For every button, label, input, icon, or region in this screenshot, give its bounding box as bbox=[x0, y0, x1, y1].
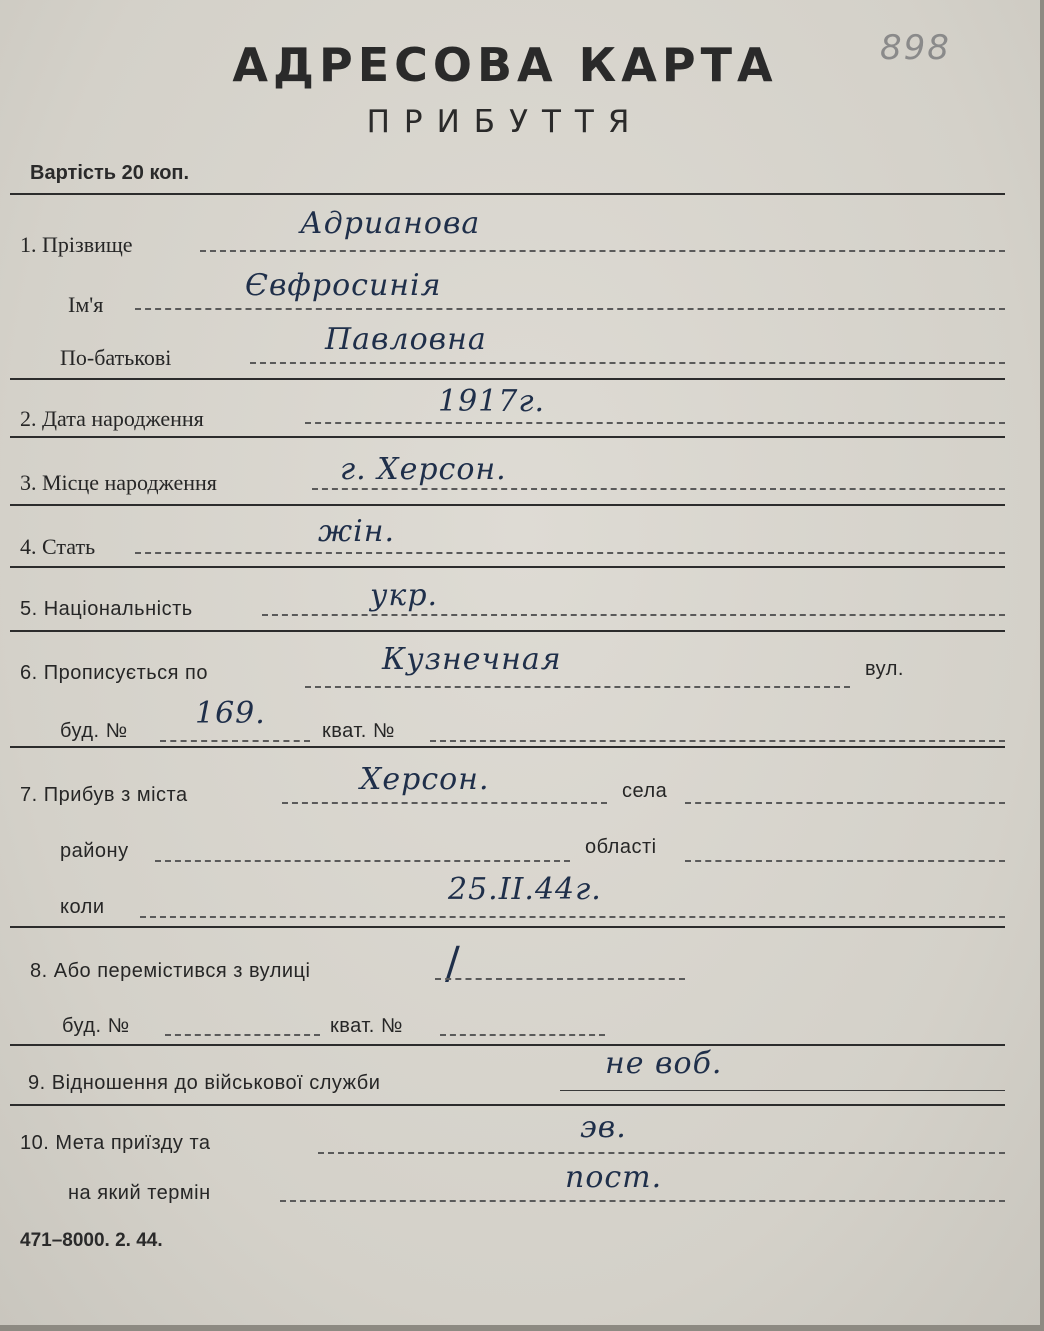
divider bbox=[10, 630, 1005, 632]
divider bbox=[10, 378, 1005, 380]
term-value: пост. bbox=[565, 1160, 663, 1195]
purpose-value: эв. bbox=[580, 1110, 627, 1145]
village-line bbox=[685, 802, 1005, 804]
nationality-value: укр. bbox=[370, 578, 439, 613]
building-value: 169. bbox=[195, 696, 266, 731]
term-label: на який термін bbox=[68, 1182, 211, 1204]
purpose-label: 10. Мета приїзду та bbox=[20, 1132, 211, 1154]
registered-at-value: Кузнечная bbox=[382, 642, 562, 677]
sex-value: жін. bbox=[318, 514, 395, 549]
apartment-label: кват. № bbox=[322, 720, 395, 742]
purpose-line bbox=[318, 1152, 1005, 1154]
birth-date-value: 1917г. bbox=[438, 384, 546, 419]
surname-label: 1. Прізвище bbox=[20, 232, 133, 257]
surname-line bbox=[200, 250, 1005, 252]
price-label: Вартість 20 коп. bbox=[30, 162, 190, 184]
building-line bbox=[160, 740, 310, 742]
street-suffix-label: вул. bbox=[865, 658, 904, 680]
divider bbox=[10, 566, 1005, 568]
name-label: Ім'я bbox=[68, 292, 104, 317]
divider bbox=[10, 436, 1005, 438]
name-value: Євфросинія bbox=[245, 268, 442, 303]
divider bbox=[10, 746, 1005, 748]
village-label: села bbox=[622, 780, 668, 802]
surname-value: Адрианова bbox=[300, 206, 481, 241]
military-line bbox=[560, 1090, 1005, 1091]
prev-building-label: буд. № bbox=[62, 1015, 130, 1037]
card-title: АДРЕСОВА КАРТА bbox=[232, 38, 778, 92]
divider bbox=[10, 1044, 1005, 1046]
region-label: області bbox=[585, 836, 657, 858]
divider bbox=[10, 193, 1005, 195]
divider bbox=[10, 926, 1005, 928]
divider bbox=[10, 504, 1005, 506]
registered-at-label: 6. Прописується по bbox=[20, 662, 208, 684]
region-line bbox=[685, 860, 1005, 862]
card-subtitle: ПРИБУТТЯ bbox=[366, 104, 644, 140]
apartment-line bbox=[430, 740, 1005, 742]
divider bbox=[10, 1104, 1005, 1106]
prev-building-line bbox=[165, 1034, 320, 1036]
building-label: буд. № bbox=[60, 720, 128, 742]
patronymic-label: По-батькові bbox=[60, 345, 172, 370]
when-line bbox=[140, 916, 1005, 918]
patronymic-value: Павловна bbox=[325, 322, 487, 357]
arrived-from-line bbox=[282, 802, 607, 804]
moved-from-value: / bbox=[445, 938, 461, 989]
patronymic-line bbox=[250, 362, 1005, 364]
term-line bbox=[280, 1200, 1005, 1202]
when-label: коли bbox=[60, 896, 105, 918]
name-line bbox=[135, 308, 1005, 310]
prev-apartment-label: кват. № bbox=[330, 1015, 403, 1037]
nationality-label: 5. Національність bbox=[20, 598, 193, 620]
military-label: 9. Відношення до військової служби bbox=[28, 1072, 381, 1094]
moved-from-label: 8. Або перемістився з вулиці bbox=[30, 960, 311, 982]
prev-apartment-line bbox=[440, 1034, 605, 1036]
print-run-footer: 471–8000. 2. 44. bbox=[20, 1230, 163, 1251]
birth-date-label: 2. Дата народження bbox=[20, 406, 204, 431]
military-value: не воб. bbox=[605, 1046, 723, 1081]
birth-place-line bbox=[312, 488, 1005, 490]
nationality-line bbox=[262, 614, 1005, 616]
district-line bbox=[155, 860, 570, 862]
arrived-from-value: Херсон. bbox=[360, 762, 490, 797]
sex-label: 4. Стать bbox=[20, 534, 96, 559]
registered-at-line bbox=[305, 686, 850, 688]
birth-place-label: 3. Місце народження bbox=[20, 470, 217, 495]
district-label: району bbox=[60, 840, 129, 862]
moved-from-line bbox=[435, 978, 685, 980]
stamp-number: 898 bbox=[880, 28, 951, 68]
birth-place-value: г. Херсон. bbox=[340, 452, 507, 487]
arrived-from-label: 7. Прибув з міста bbox=[20, 784, 188, 806]
birth-date-line bbox=[305, 422, 1005, 424]
when-value: 25.II.44г. bbox=[448, 872, 602, 907]
sex-line bbox=[135, 552, 1005, 554]
